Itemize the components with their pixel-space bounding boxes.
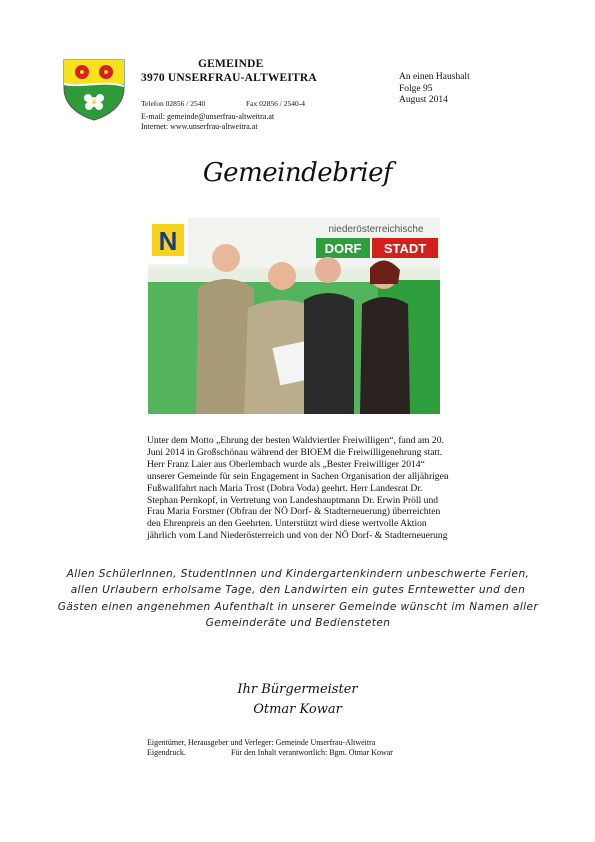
page-title: Gemeindebrief [202,158,393,188]
print-info: Eigendruck. [147,748,186,757]
banner-top-text: niederösterreichische [328,224,424,235]
signature-title: Ihr Bürgermeister [237,682,358,697]
award-photo [148,218,440,414]
municipality-name: 3970 UNSERFRAU-ALTWEITRA [141,72,317,84]
issue-number: Folge 95 [399,84,433,94]
fax-number: Fax 02856 / 2540-4 [246,99,305,108]
responsible-person: Für den Inhalt verantwortlich: Bgm. Otmar Kowar [231,748,393,757]
logo-letter: N [158,226,178,256]
article-text: Unter dem Motto „Ehrung der besten Waldviertler Freiwilligen“, fand am 20. Juni 2014 in Großschönau während der BIOEM die Freiwilligenehrung statt. Herr Franz Laier aus Oberlembach wurde als „Bester Freiwilliger 2014“ unserer Gemeinde für sein Engagement in Sachen Organisation der alljährigen Fußwallfahrt nach Maria Trost (Dobra Voda) geehrt. Herr Landesrat Dr. Stephan Pernkopf, in Vertretung von Landeshauptmann Dr. Erwin Pröll und Frau Maria Forstner (Obfrau der NÖ Dorf- & Stadterneuerung) überreichten den Ehrenpreis an den Geehrten. Unterstützt wird diese wertvolle Aktion jährlich vom Land Niederösterreich und von der NÖ Dorf- & Stadterneuerung [147,435,449,542]
website-address: Internet: www.unserfrau-altweitra.at [141,122,258,131]
phone-number: Telefon 02856 / 2540 [141,99,206,108]
publisher-info: Eigentümer, Herausgeber und Verleger: Gemeinde Unserfrau-Altweitra [147,738,376,747]
email-address: E-mail: gemeinde@unserfrau-altweitra.at [141,112,275,121]
signature-name: Otmar Kowar [253,702,342,717]
banner-dorf-text: DORF [324,241,362,256]
banner-stadt-text: STADT [383,241,427,256]
coat-of-arms-icon [62,58,126,122]
holiday-wishes: Allen SchülerInnen, StudentInnen und Kindergartenkindern unbeschwerte Ferien, allen Urlaubern erholsame Tage, den Landwirten ein gutes Erntewetter und den Gästen einen angenehmen Aufenthalt in unserer Gemeinde wünscht im Namen aller Gemeinderäte und Bediensteten [57,568,539,630]
municipality-label: GEMEINDE [198,58,264,70]
issue-date: August 2014 [399,95,448,105]
recipient-line: An einen Haushalt [399,72,470,82]
